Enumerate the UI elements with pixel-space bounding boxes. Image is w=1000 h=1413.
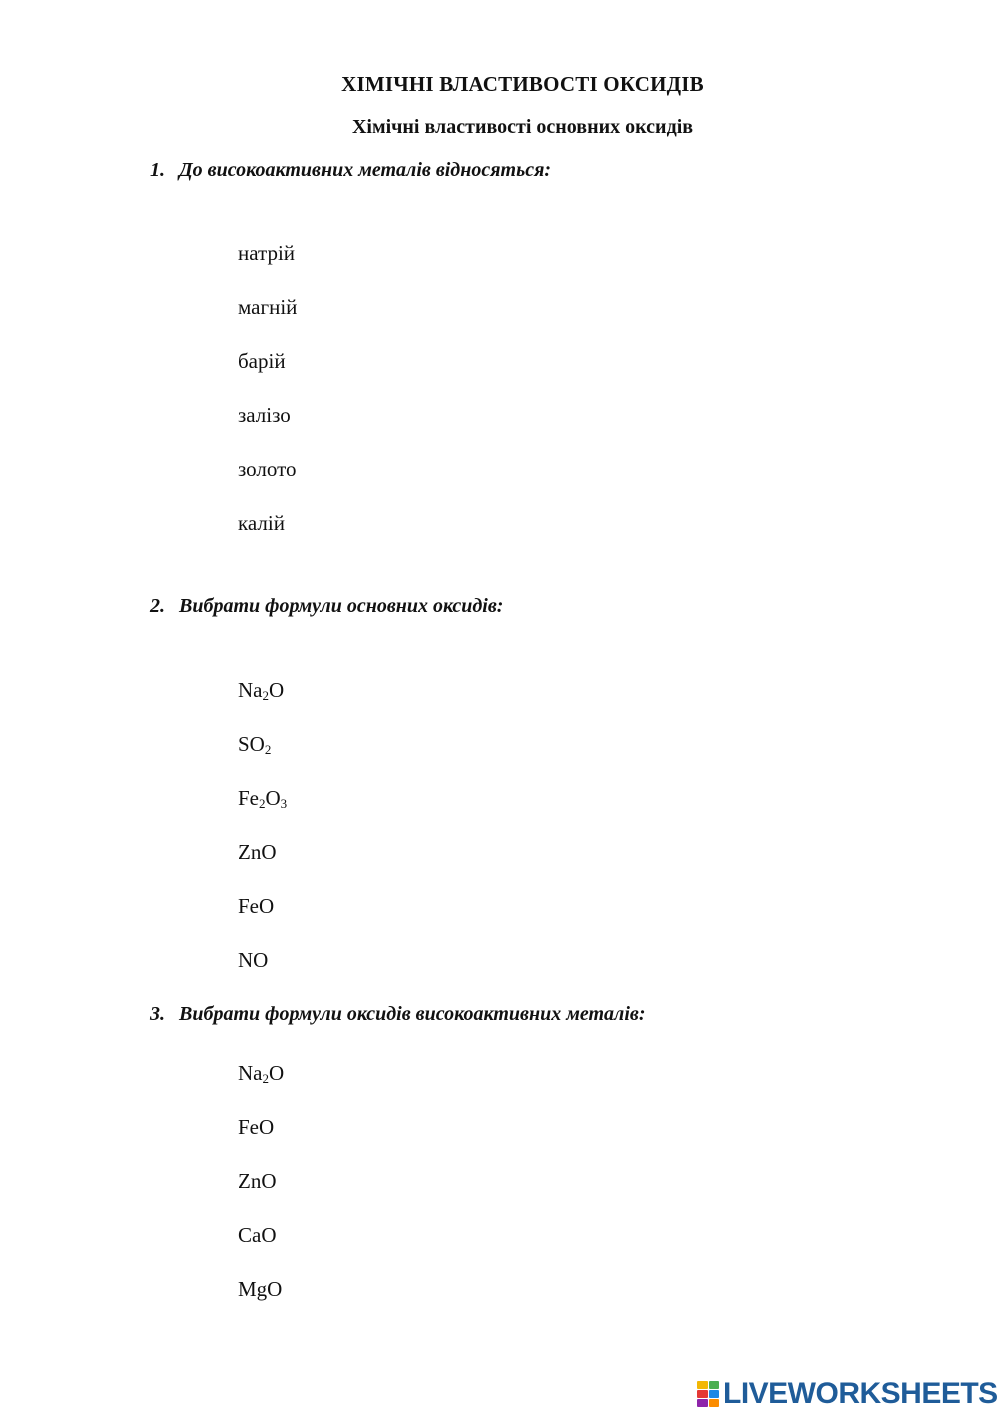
formula-text: O	[265, 786, 281, 810]
formula-subscript: 2	[262, 1071, 269, 1086]
option-q2-5[interactable]	[238, 894, 274, 919]
option-q3-4[interactable]	[238, 1223, 277, 1248]
logo-icon-block	[697, 1390, 708, 1398]
formula-text: SO	[238, 732, 265, 756]
formula-text: O	[269, 678, 285, 702]
logo-text: LIVEWORKSHEETS	[723, 1377, 998, 1410]
option-q2-4[interactable]	[238, 840, 277, 865]
logo-icon-block	[709, 1390, 720, 1398]
formula-text: MgO	[238, 1277, 283, 1301]
formula-subscript: 3	[280, 796, 288, 811]
formula-text: Na	[238, 1061, 263, 1085]
logo-icon-block	[709, 1381, 720, 1389]
option-q1-3[interactable]: барій	[238, 349, 286, 373]
logo-icon-block	[697, 1381, 708, 1389]
formula-subscript: 2	[264, 742, 272, 757]
option-q3-5[interactable]	[238, 1277, 282, 1302]
option-q2-1[interactable]	[238, 678, 284, 703]
option-q1-5[interactable]: золото	[238, 457, 297, 481]
formula-text: O	[269, 1061, 285, 1085]
option-q3-3[interactable]	[238, 1169, 277, 1194]
logo-icon-block	[709, 1399, 720, 1407]
question-number: 2.	[150, 595, 165, 617]
formula-text: CaO	[238, 1223, 277, 1247]
document-title: ХІМІЧНІ ВЛАСТИВОСТІ ОКСИДІВ	[341, 72, 704, 96]
document-subtitle: Хімічні властивості основних оксидів	[351, 116, 694, 138]
option-q1-2[interactable]: магній	[238, 295, 298, 319]
formula-text: Fe	[238, 786, 259, 810]
question-text: Вибрати формули оксидів високоактивних металів:	[179, 1003, 646, 1025]
option-q1-6[interactable]: калій	[238, 511, 285, 535]
question-text: До високоактивних металів відносяться:	[179, 159, 552, 181]
question-2	[150, 595, 503, 618]
formula-text: ZnO	[238, 1169, 277, 1193]
formula-subscript: 2	[259, 796, 266, 811]
question-3	[150, 1003, 645, 1026]
formula-subscript: 2	[262, 688, 269, 703]
formula-text: FeO	[238, 894, 275, 918]
option-q2-3[interactable]	[238, 786, 287, 811]
question-number: 1.	[150, 159, 165, 181]
question-number: 3.	[150, 1003, 165, 1025]
liveworksheets-logo-icon	[697, 1381, 719, 1407]
formula-text: FeO	[238, 1115, 275, 1139]
formula-text: ZnO	[238, 840, 277, 864]
option-q3-1[interactable]	[238, 1061, 284, 1086]
option-q1-4[interactable]: залізо	[238, 403, 291, 427]
logo-icon-block	[697, 1399, 708, 1407]
question-1	[150, 159, 551, 182]
formula-text: Na	[238, 678, 263, 702]
option-q2-2[interactable]	[238, 732, 271, 757]
question-text: Вибрати формули основних оксидів:	[179, 595, 504, 617]
option-q1-1[interactable]: натрій	[238, 241, 296, 265]
liveworksheets-logo	[697, 1377, 998, 1411]
option-q3-2[interactable]	[238, 1115, 274, 1140]
option-q2-6[interactable]	[238, 948, 268, 973]
formula-text: NO	[238, 948, 269, 972]
